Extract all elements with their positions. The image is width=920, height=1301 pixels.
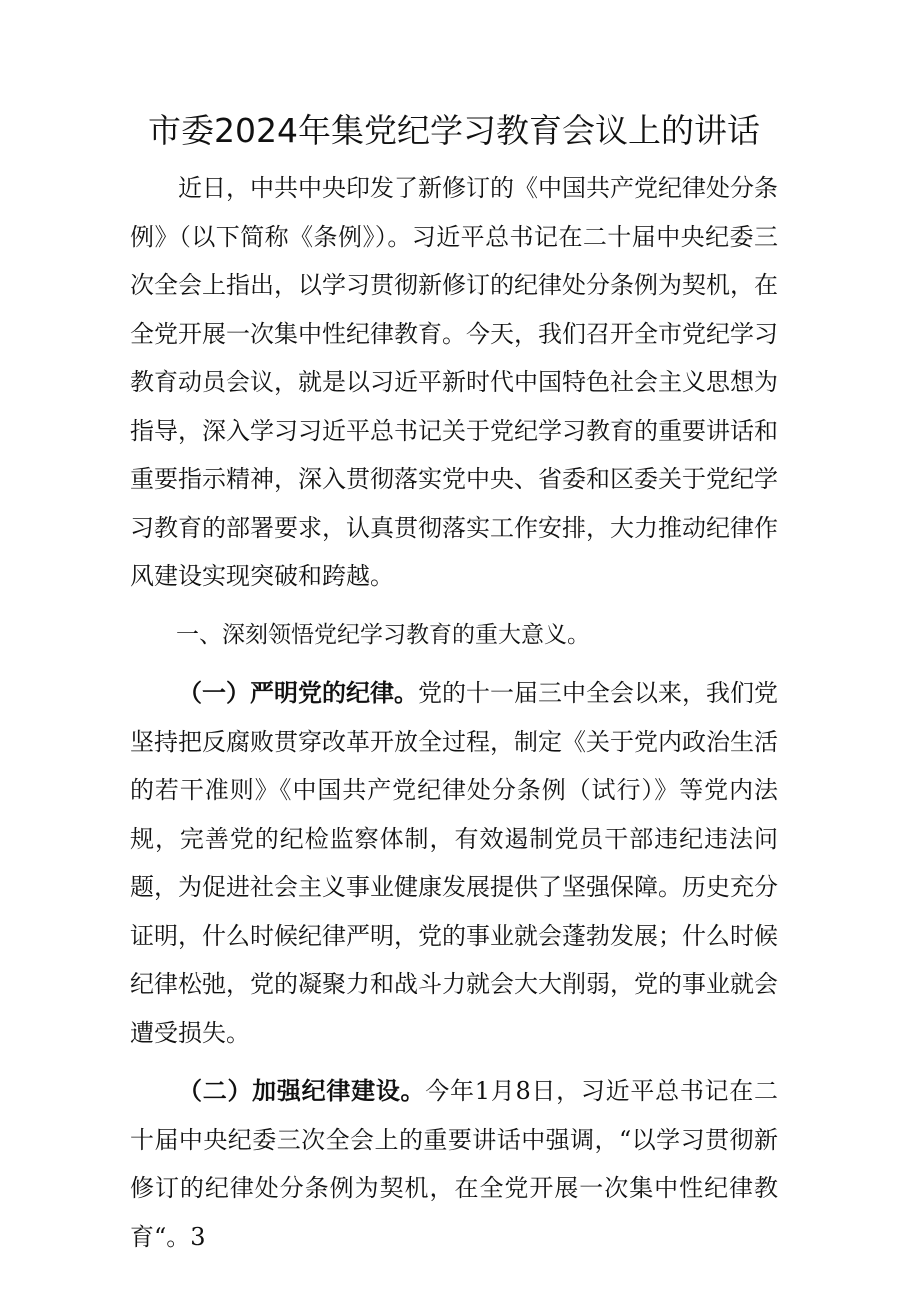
document-page: [130, 108, 778, 1261]
subsection-body-1: 党的十一届三中全会以来，我们党坚持把反腐败贯穿改革开放全过程，制定《关于党内政治生活的若干准则》《中国共产党纪律处分条例（试行）》等党内法规，完善党的纪检监察体制，有效遏制党员干部违纪违法问题，为促进社会主义事业健康发展提供了坚强保障。历史充分证明，什么时候纪律严明，党的事业就会蓬勃发展；什么时候纪律松弛，党的凝聚力和战斗力就会大大削弱，党的事业就会遭受损失。: [130, 679, 778, 1047]
subsection-lead-1: （一）严明党的纪律。: [178, 679, 418, 707]
subsection-paragraph-2: [130, 1067, 778, 1261]
document-title: 市委2024年集党纪学习教育会议上的讲话: [148, 111, 760, 150]
subsection-body-2: 今年1月8日，习近平总书记在二十届中央纪委三次全会上的重要讲话中强调，“以学习贯彻新修订的纪律处分条例为契机，在全党开展一次集中性纪律教育“。3: [130, 1077, 779, 1251]
subsection-paragraph-1: [130, 669, 778, 1057]
subsection-lead-2: （二）加强纪律建设。: [178, 1077, 426, 1105]
section-heading-1: 一、深刻领悟党纪学习教育的重大意义。: [176, 621, 590, 648]
intro-paragraph: 近日，中共中央印发了新修订的《中国共产党纪律处分条例》（以下简称《条例》）。习近平总书记在二十届中央纪委三次全会上指出，以学习贯彻新修订的纪律处分条例为契机，在全党开展一次集中性纪律教育。今天，我们召开全市党纪学习教育动员会议，就是以习近平新时代中国特色社会主义思想为指导，深入学习习近平总书记关于党纪学习教育的重要讲话和重要指示精神，深入贯彻落实党中央、省委和区委关于党纪学习教育的部署要求，认真贯彻落实工作安排，大力推动纪律作风建设实现突破和跨越。: [130, 174, 778, 590]
